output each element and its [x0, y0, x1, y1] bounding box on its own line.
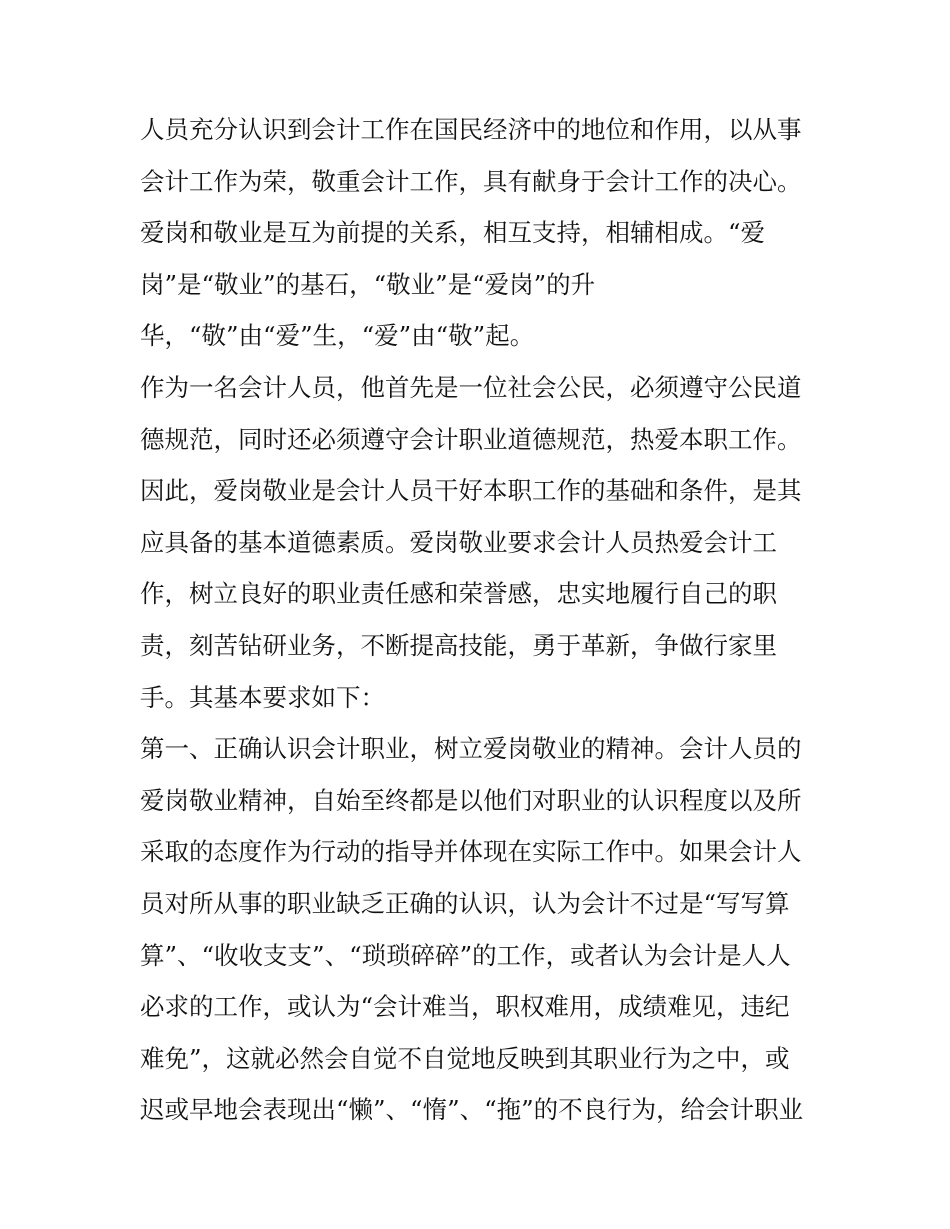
text-line: 责，刻苦钻研业务，不断提高技能，勇于革新，争做行家里: [140, 630, 777, 660]
text-line: 员对所从事的职业缺乏正确的认识，认为会计不过是“写写算: [140, 888, 790, 918]
text-line: 难免”，这就必然会自觉不自觉地反映到其职业行为之中，或: [140, 1043, 790, 1073]
text-line: 应具备的基本道德素质。爱岗敬业要求会计人员热爱会计工: [140, 527, 777, 557]
text-line: 因此，爱岗敬业是会计人员干好本职工作的基础和条件，是其: [140, 476, 802, 506]
text-line: 手。其基本要求如下：: [140, 682, 385, 712]
text-line: 作，树立良好的职业责任感和荣誉感，忠实地履行自己的职: [140, 579, 777, 609]
text-line: 爱岗敬业精神，自始至终都是以他们对职业的认识程度以及所: [140, 785, 802, 815]
text-line: 算”、“收收支支”、“琐琐碎碎”的工作，或者认为会计是人人: [140, 940, 791, 970]
text-line: 岗”是“敬业”的基石，“敬业”是“爱岗”的升: [140, 269, 596, 299]
text-line: 作为一名会计人员，他首先是一位社会公民，必须遵守公民道: [140, 372, 802, 402]
document-body: [140, 108, 820, 1140]
text-line: 第一、正确认识会计职业，树立爱岗敬业的精神。会计人员的: [140, 734, 802, 764]
text-line: 会计工作为荣，敬重会计工作，具有献身于会计工作的决心。: [140, 166, 802, 196]
text-line: 德规范，同时还必须遵守会计职业道德规范，热爱本职工作。: [140, 424, 802, 454]
text-line: 迟或早地会表现出“懒”、“惰”、“拖”的不良行为，给会计职业: [140, 1095, 804, 1125]
text-line: 采取的态度作为行动的指导并体现在实际工作中。如果会计人: [140, 837, 802, 867]
text-line: 华，“敬”由“爱”生，“爱”由“敬”起。: [140, 321, 535, 351]
text-line: 人员充分认识到会计工作在国民经济中的地位和作用，以从事: [140, 115, 802, 144]
text-line: 爱岗和敬业是互为前提的关系，相互支持，相辅相成。“爱: [140, 218, 766, 248]
text-line: 必求的工作，或认为“会计难当，职权难用，成绩难见，违纪: [140, 992, 790, 1022]
